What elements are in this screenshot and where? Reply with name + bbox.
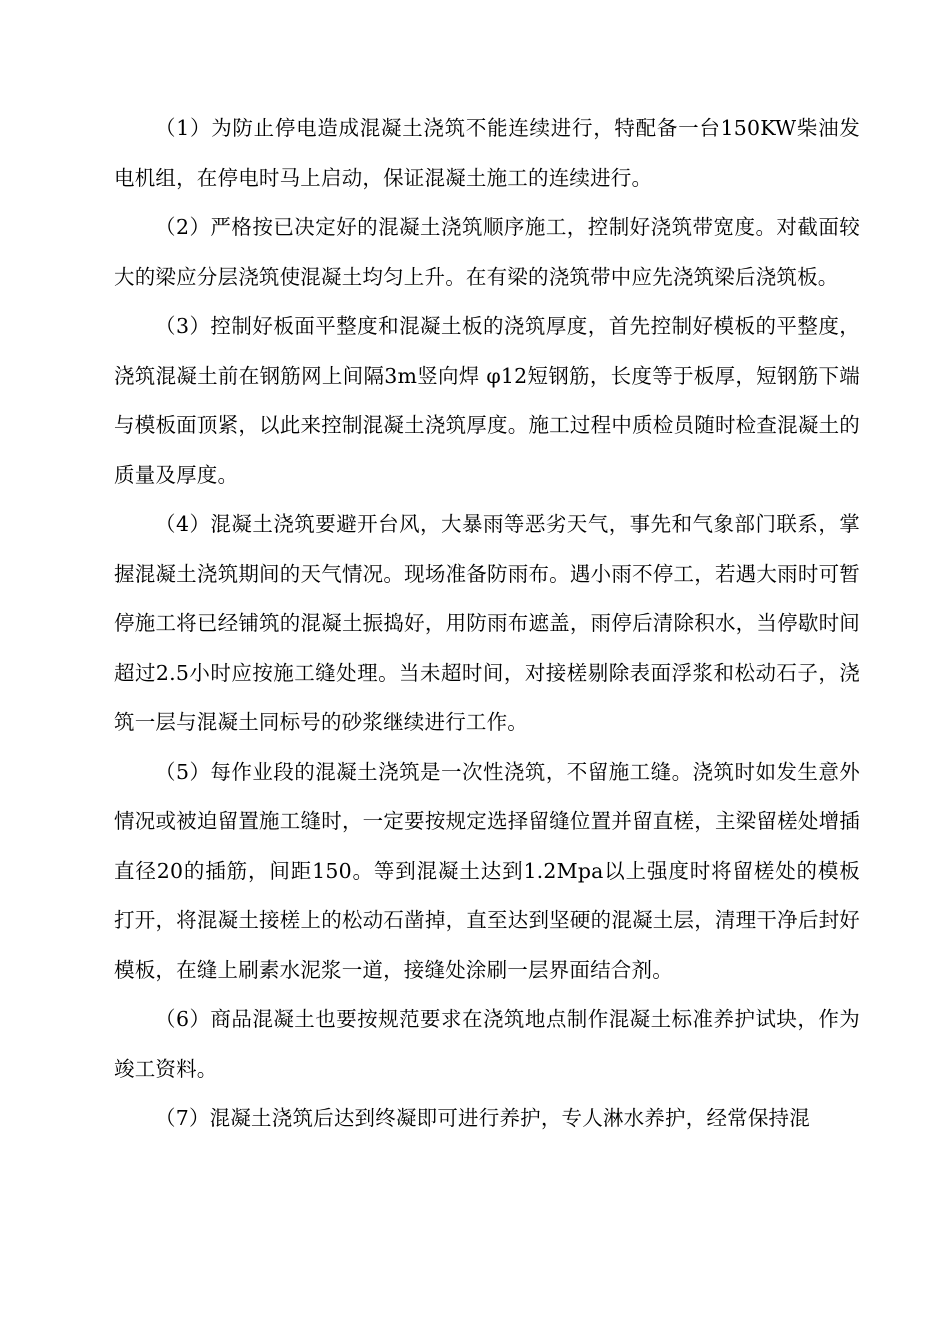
paragraph-4: （4）混凝土浇筑要避开台风，大暴雨等恶劣天气，事先和气象部门联系，掌握混凝土浇筑期间的天气情况。现场准备防雨布。遇小雨不停工，若遇大雨时可暂停施工将已经铺筑的混凝土振捣好，用防雨布遮盖，雨停后清除积水，当停歇时间超过2.5小时应按施工缝处理。当未超时间，对接槎剔除表面浮浆和松动石子，浇筑一层与混凝土同标号的砂浆继续进行工作。: [114, 512, 860, 734]
paragraph-3: （3）控制好板面平整度和混凝土板的浇筑厚度，首先控制好模板的平整度，浇筑混凝土前在钢筋网上间隔3m竖向焊 φ12短钢筋，长度等于板厚，短钢筋下端与模板面顶紧，以此来控制混凝土浇筑厚度。施工过程中质检员随时检查混凝土的质量及厚度。: [114, 314, 860, 487]
paragraph-1: （1）为防止停电造成混凝土浇筑不能连续进行，特配备一台150KW柴油发电机组，在停电时马上启动，保证混凝土施工的连续进行。: [114, 116, 860, 190]
paragraph-7: （7）混凝土浇筑后达到终凝即可进行养护，专人淋水养护，经常保持混: [155, 1106, 810, 1130]
paragraph-5: （5）每作业段的混凝土浇筑是一次性浇筑，不留施工缝。浇筑时如发生意外情况或被迫留置施工缝时，一定要按规定选择留缝位置并留直槎，主梁留槎处增插直径20的插筋，间距150。等到混凝土达到1.2Mpa以上强度时将留槎处的模板打开，将混凝土接槎上的松动石凿掉，直至达到坚硬的混凝土层，清理干净后封好模板，在缝上刷素水泥浆一道，接缝处涂刷一层界面结合剂。: [114, 759, 860, 982]
paragraph-6: （6）商品混凝土也要按规范要求在浇筑地点制作混凝土标准养护试块，作为竣工资料。: [114, 1007, 860, 1081]
document-body: [114, 104, 860, 1144]
paragraph-2: （2）严格按已决定好的混凝土浇筑顺序施工，控制好浇筑带宽度。对截面较大的梁应分层浇筑使混凝土均匀上升。在有梁的浇筑带中应先浇筑梁后浇筑板。: [114, 215, 860, 289]
